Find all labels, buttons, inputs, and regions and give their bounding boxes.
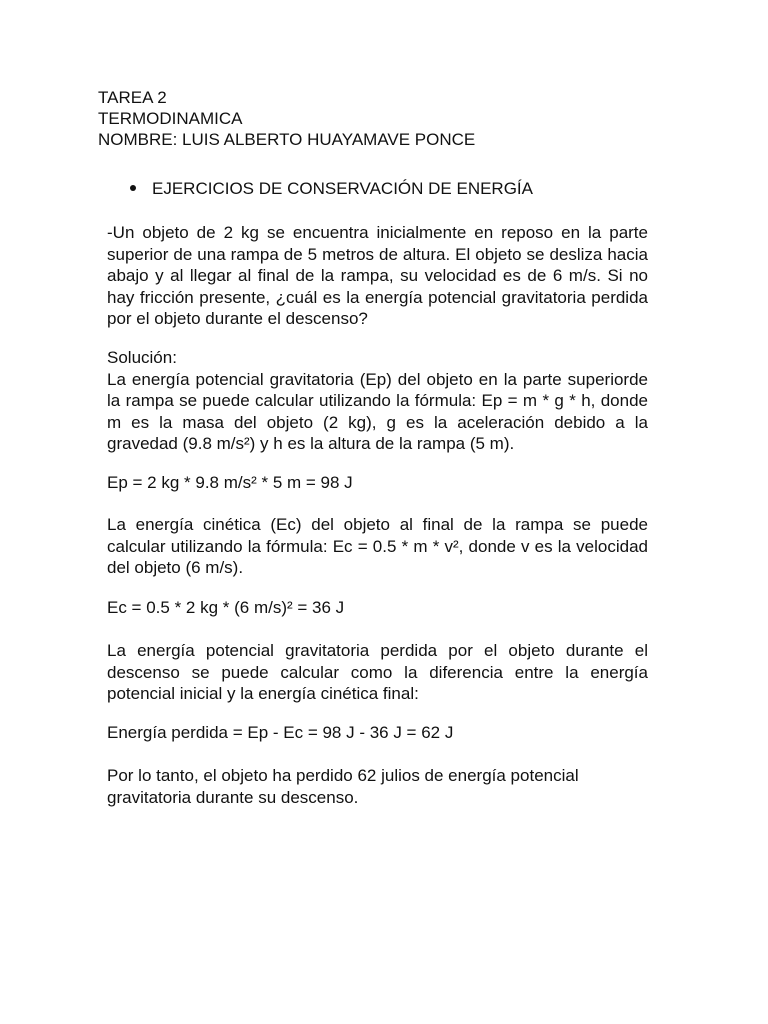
kinetic-energy-equation: [107, 597, 648, 619]
ec-text: La energía cinética (Ec) del objeto al final de la rampa se puede calcular utilizando la fórmula: Ec = 0.5 * m * v², donde v es la velocidad del objeto (6 m/s).: [107, 515, 648, 577]
problem-text: -Un objeto de 2 kg se encuentra inicialmente en reposo en la parte superior de una rampa de 5 metros de altura. El objeto se desliza hacia abajo y al llegar al final de la rampa, su velocidad es de 6 m/s. Si no hay fricción presente, ¿cuál es la energía potencial gravitatoria perdida por el objeto durante el descenso?: [107, 223, 648, 328]
ec-equation-text: Ec = 0.5 * 2 kg * (6 m/s)² = 36 J: [107, 598, 345, 617]
kinetic-energy-paragraph: [107, 514, 648, 579]
potential-energy-equation: [107, 472, 648, 494]
solution-paragraph: [107, 347, 648, 455]
energy-lost-equation: [107, 722, 648, 744]
ep-equation-text: Ep = 2 kg * 9.8 m/s² * 5 m = 98 J: [107, 473, 353, 492]
lost-text: La energía potencial gravitatoria perdida por el objeto durante el descenso se puede calcular como la diferencia entre la energía potencial inicial y la energía cinética final:: [107, 641, 648, 703]
student-name: NOMBRE: LUIS ALBERTO HUAYAMAVE PONCE: [98, 130, 476, 149]
assignment-title: TAREA 2: [98, 88, 167, 107]
bullet-icon: [130, 185, 136, 191]
conclusion-paragraph: [107, 765, 648, 808]
solution-text: La energía potencial gravitatoria (Ep) del objeto en la parte superiorde la rampa se puede calcular utilizando la fórmula: Ep = m * g * h, donde m es la masa del objeto (2 kg), g es la aceleración debido a la gravedad (9.8 m/s²) y h es la altura de la rampa (5 m).: [107, 369, 648, 453]
section-bullet: [130, 178, 533, 199]
lost-equation-text: Energía perdida = Ep - Ec = 98 J - 36 J = 62 J: [107, 723, 454, 742]
problem-paragraph: [107, 222, 648, 330]
conclusion-text: Por lo tanto, el objeto ha perdido 62 julios de energía potencial gravitatoria durante su descenso.: [107, 766, 579, 807]
solution-label: Solución:: [107, 348, 177, 367]
document-header: [98, 87, 475, 150]
course-name: TERMODINAMICA: [98, 109, 243, 128]
section-title: EJERCICIOS DE CONSERVACIÓN DE ENERGÍA: [152, 179, 533, 198]
energy-lost-paragraph: [107, 640, 648, 705]
